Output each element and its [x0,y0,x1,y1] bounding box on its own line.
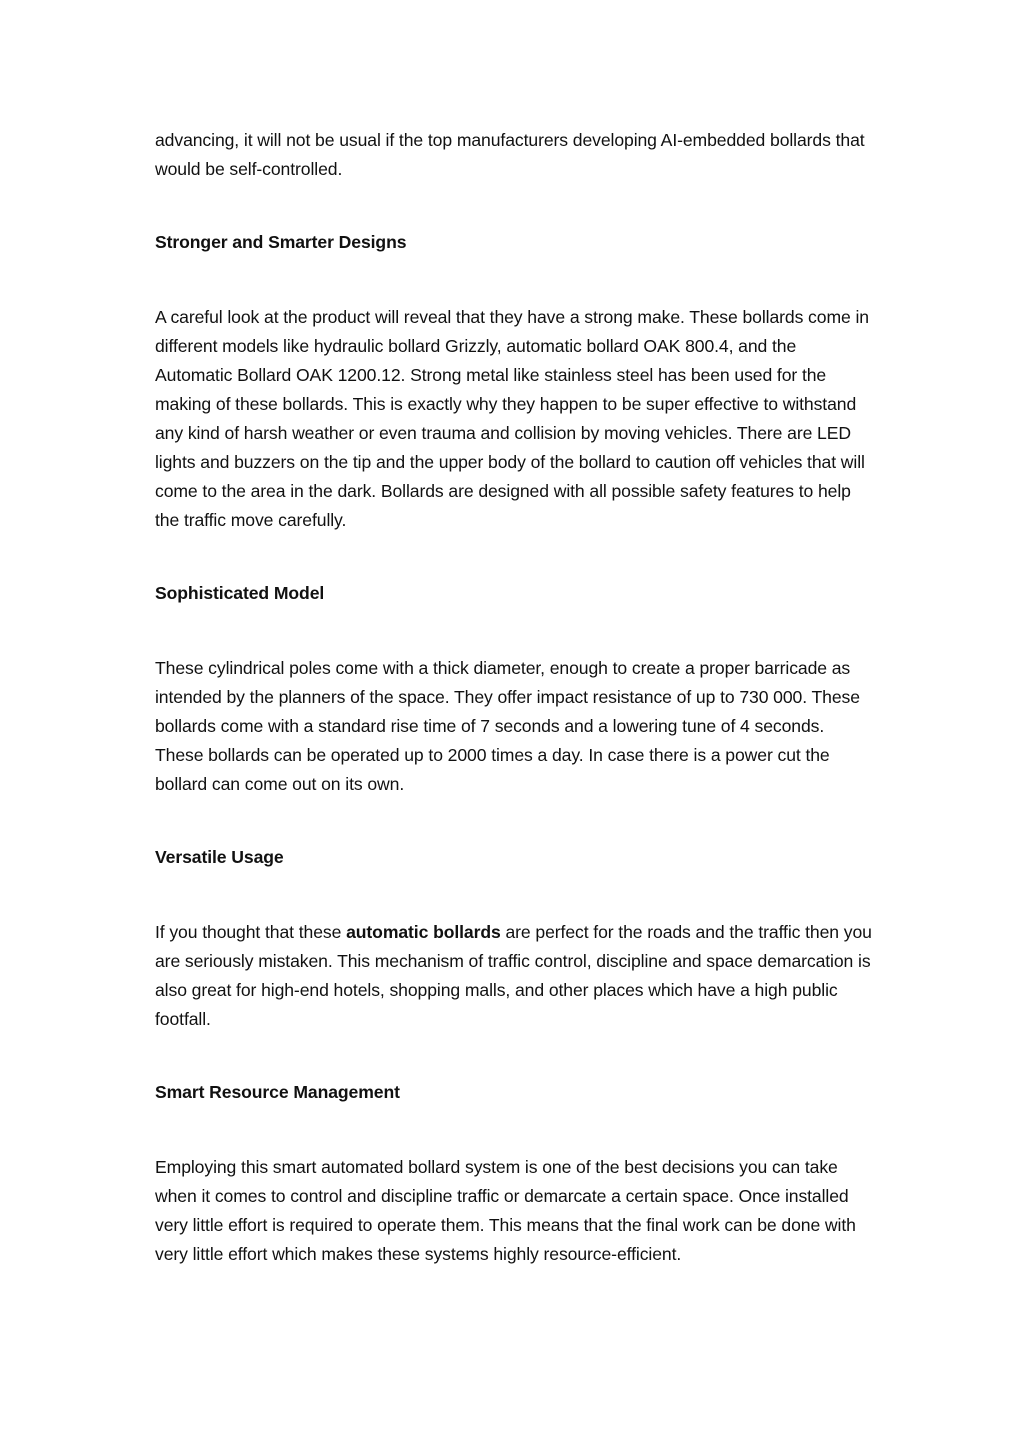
spacer [155,184,875,228]
spacer [155,535,875,579]
section-heading-smart-resource-management: Smart Resource Management [155,1082,400,1102]
spacer [155,1107,875,1153]
section-body-sophisticated-model: These cylindrical poles come with a thick diameter, enough to create a proper barricade as intended by the planners of the space. They offer impact resistance of up to 730 000. These bollards come with a standard rise time of 7 seconds and a lowering tune of 4 seconds. These bollards can be operated up to 2000 times a day. In case there is a power cut the bollard can come out on its own. [155,658,860,794]
spacer [155,257,875,303]
spacer [155,1034,875,1078]
spacer [155,872,875,918]
section-body-smart-resource-management: Employing this smart automated bollard system is one of the best decisions you can take when it comes to control and discipline traffic or demarcate a certain space. Once installed very little effort is required to operate them. This means that the final work can be done with very little effort which makes these systems highly resource-efficient. [155,1157,856,1264]
section-body-stronger-smarter-designs: A careful look at the product will reveal that they have a strong make. These bollards come in different models like hydraulic bollard Grizzly, automatic bollard OAK 800.4, and the Automatic Bollard OAK 1200.12. Strong metal like stainless steel has been used for the making of these bollards. This is exactly why they happen to be super effective to withstand any kind of harsh weather or even trauma and collision by moving vehicles. There are LED lights and buzzers on the tip and the upper body of the bollard to caution off vehicles that will come to the area in the dark. Bollards are designed with all possible safety features to help the traffic move carefully. [155,307,869,530]
section-heading-stronger-smarter-designs: Stronger and Smarter Designs [155,232,407,252]
intro-paragraph: advancing, it will not be usual if the top manufacturers developing AI-embedded bollards that would be self-controlled. [155,130,865,179]
body-text-after: are perfect for the roads and the traffic then you are seriously mistaken. This mechanism of traffic control, discipline and space demarcation is also great for high-end hotels, shopping malls, and other places which have a high public footfall. [155,922,872,1029]
spacer [155,608,875,654]
body-text-before: If you thought that these [155,922,347,942]
bold-keyword-automatic-bollards: automatic bollards [346,922,501,942]
spacer [155,799,875,843]
document-page [155,126,875,1269]
section-body-versatile-usage [155,918,875,1034]
section-heading-sophisticated-model: Sophisticated Model [155,583,325,603]
section-heading-versatile-usage: Versatile Usage [155,847,284,867]
